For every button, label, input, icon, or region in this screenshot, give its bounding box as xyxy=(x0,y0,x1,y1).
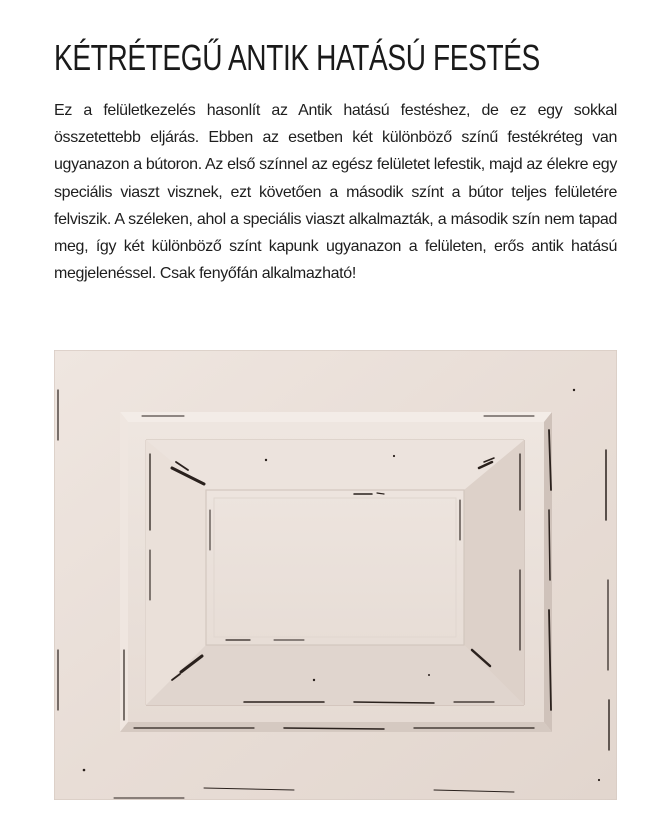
center-panel xyxy=(206,490,464,645)
description-paragraph: Ez a felületkezelés hasonlít az Antik hatású festéshez, de ez egy sokkal összetettebb eljárás. Ebben az esetben két különböző színű festékréteg van ugyanazon a bútoron. Az első színnel az egész felületet lefestik, majd az élekre egy speciális viaszt visznek, ezt követően a második színt a bútor teljes felületére felviszik. A széleken, ahol a speciális viaszt alkalmazták, a második szín nem tapad meg, így két különböző színt kapunk ugyanazon a felületen, erős antik hatású megjelenéssel. Csak fenyőfán alkalmazható! xyxy=(54,102,617,283)
page-title: KÉTRÉTEGŰ ANTIK HATÁSÚ FESTÉS xyxy=(54,37,540,78)
cabinet-door-illustration xyxy=(54,350,617,800)
cabinet-door-image xyxy=(54,350,617,800)
